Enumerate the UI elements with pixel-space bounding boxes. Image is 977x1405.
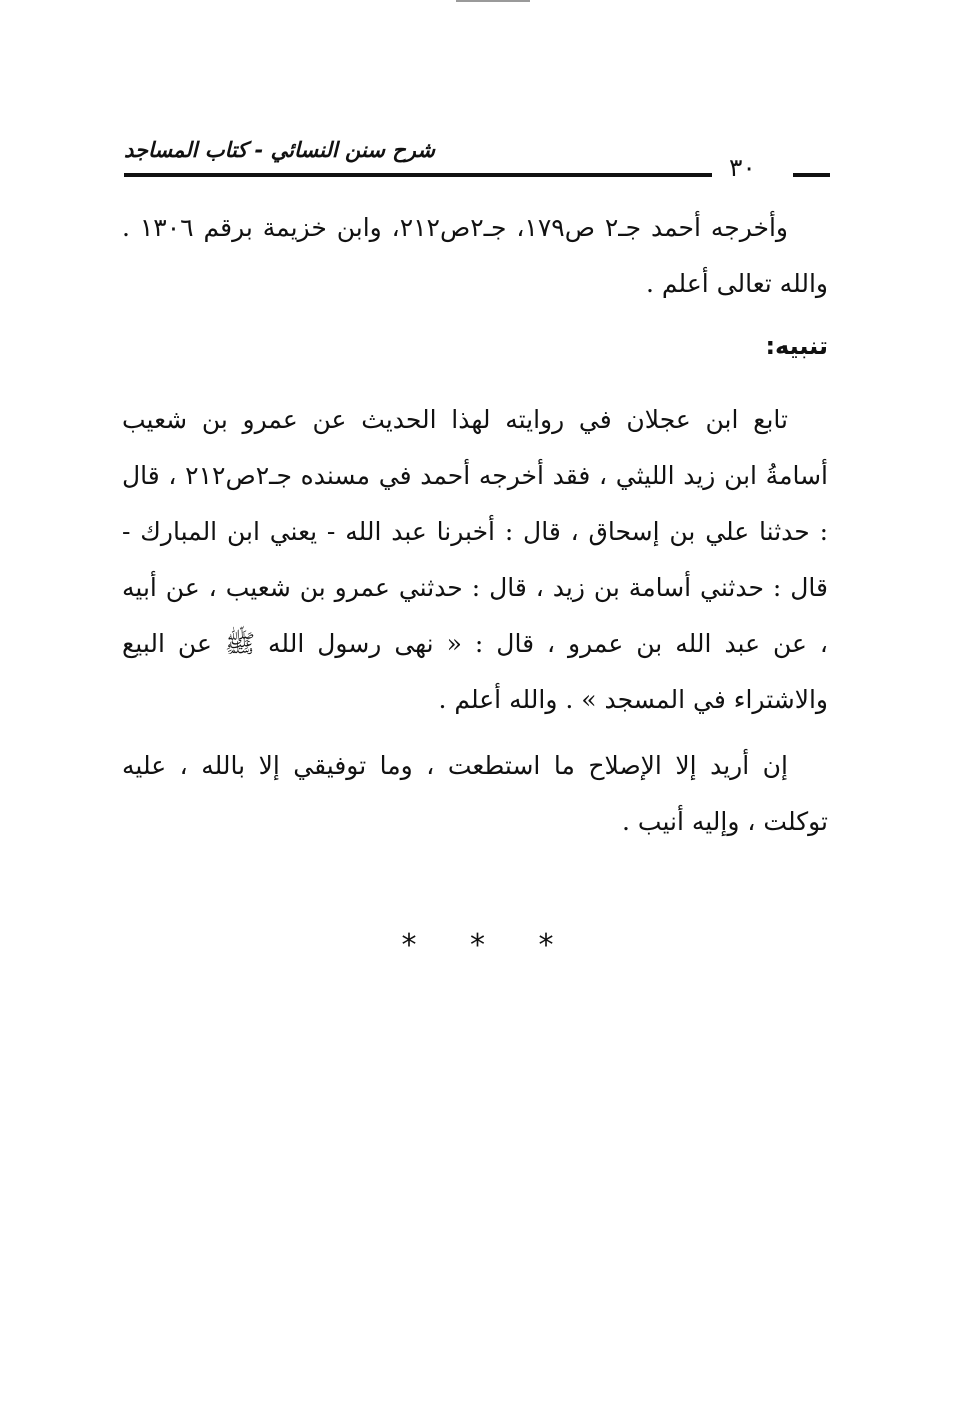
page-number-dash <box>793 173 830 177</box>
section-heading: تنبيه: <box>765 332 828 360</box>
top-edge-mark <box>456 0 530 2</box>
paragraph-closing: إن أريد إلا الإصلاح ما استطعت ، وما توفيقي إلا بالله ، عليه توكلت ، وإليه أنيب . <box>122 751 828 836</box>
header-rule <box>124 173 712 177</box>
running-header <box>124 126 839 186</box>
page-body <box>122 200 828 850</box>
paragraph-takhrij: وأخرجه أحمد جـ٢ ص١٧٩، جـ٢ص٢١٢، وابن خزيمة برقم ١٣٠٦ . والله تعالى أعلم . <box>122 213 828 298</box>
page-number: ٣٠ <box>729 153 756 182</box>
paragraph-note: تابع ابن عجلان في روايته لهذا الحديث عن عمرو بن شعيب أسامةُ ابن زيد الليثي ، فقد أخرجه أحمد في مسنده جـ٢ص٢١٢ ، قال : حدثنا علي بن إسحاق ، قال : أخبرنا عبد الله - يعني ابن المبارك - قال : حدثني أسامة بن زيد ، قال : حدثني عمرو بن شعيب ، عن أبيه ، عن عبد الله بن عمرو ، قال : « نهى رسول الله ﷺ عن البيع والاشتراء في المسجد » . والله أعلم . <box>122 405 828 714</box>
section-end-ornament: * * * <box>401 928 576 963</box>
header-title: شرح سنن النسائي - كتاب المساجد <box>124 138 435 162</box>
